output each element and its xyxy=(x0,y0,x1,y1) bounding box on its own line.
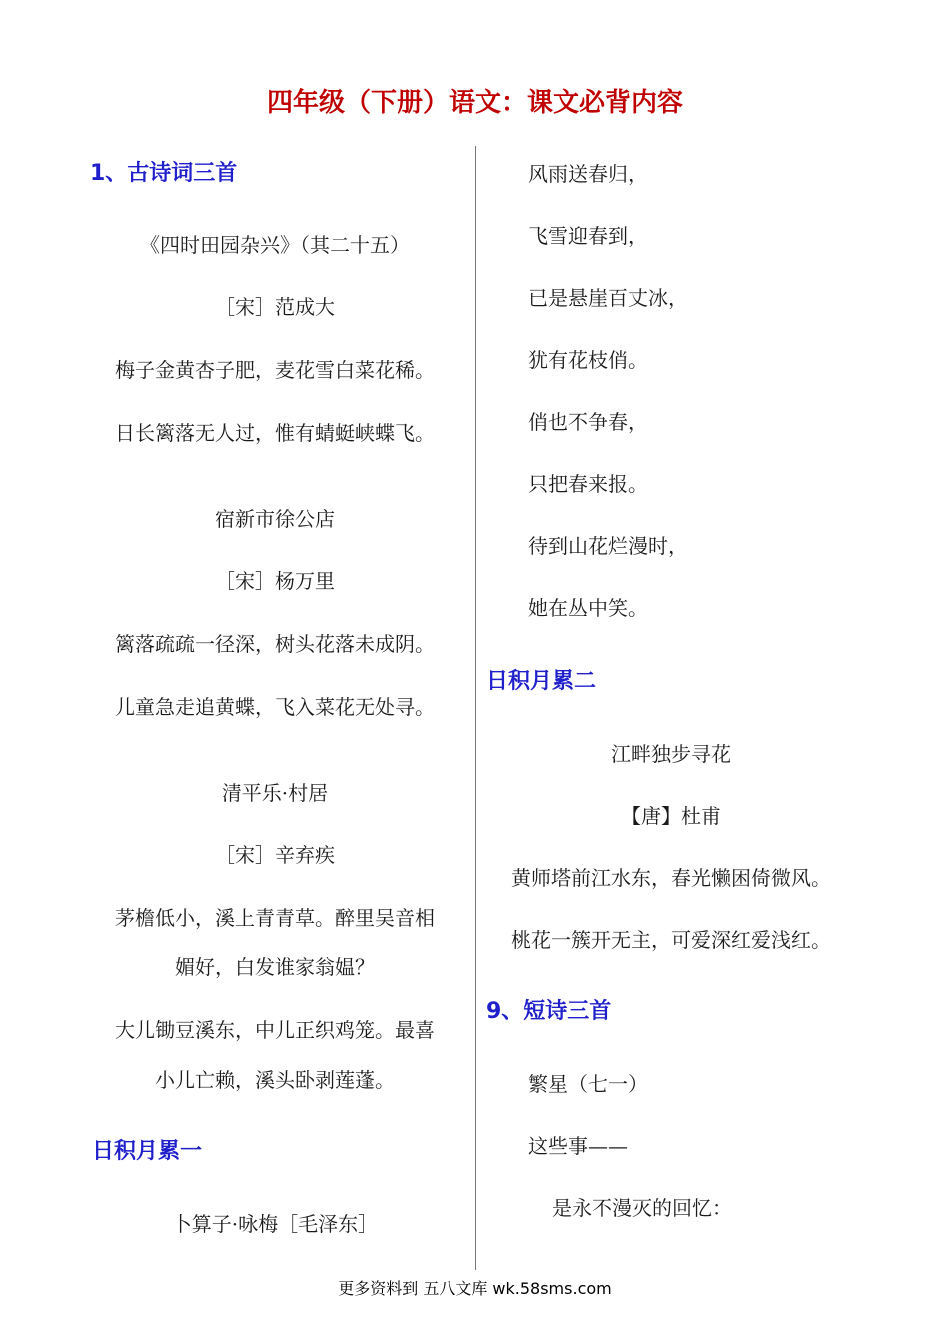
poem-line: 犹有花枝俏。 xyxy=(528,348,648,372)
poem-line: 桃花一簇开无主，可爱深红爱浅红。 xyxy=(511,928,831,952)
poem-line: 已是悬崖百丈冰， xyxy=(528,286,688,310)
poem-title: 繁星（七一） xyxy=(528,1072,648,1096)
poem-line: 儿童急走追黄蝶，飞入菜花无处寻。 xyxy=(115,695,435,719)
poem-line: 媚好，白发谁家翁媪？ xyxy=(175,955,375,979)
poem-line: 是永不漫灭的回忆： xyxy=(552,1196,732,1220)
section-heading-short-poems: 9、短诗三首 xyxy=(486,999,612,1024)
poem-line: 她在丛中笑。 xyxy=(528,596,648,620)
page-title: 四年级（下册）语文：课文必背内容 xyxy=(266,88,683,118)
poem-author: ［宋］杨万里 xyxy=(215,569,335,593)
poem-line: 日长篱落无人过，惟有蜻蜓峡蝶飞。 xyxy=(115,421,435,445)
poem-title: 清平乐·村居 xyxy=(221,781,329,805)
poem-line: 大儿锄豆溪东，中儿正织鸡笼。最喜 xyxy=(115,1018,435,1042)
poem-line: 这些事—— xyxy=(528,1134,628,1158)
poem-line: 小儿亡赖，溪头卧剥莲蓬。 xyxy=(155,1068,395,1092)
section-heading-daily-2: 日积月累二 xyxy=(486,669,597,694)
poem-line: 黄师塔前江水东，春光懒困倚微风。 xyxy=(511,866,831,890)
poem-title: 宿新市徐公店 xyxy=(215,507,335,531)
footer-link[interactable]: 更多资料到 五八文库 wk.58sms.com xyxy=(338,1279,612,1298)
poem-line: 待到山花烂漫时， xyxy=(528,534,688,558)
section-heading-daily-1: 日积月累一 xyxy=(92,1139,203,1164)
section-heading-ancient-poems: 1、古诗词三首 xyxy=(90,161,238,186)
poem-line: 篱落疏疏一径深，树头花落未成阴。 xyxy=(115,632,435,656)
poem-line: 只把春来报。 xyxy=(528,472,648,496)
poem-title: 《四时田园杂兴》（其二十五） xyxy=(140,233,410,257)
poem-author: 【唐】杜甫 xyxy=(621,804,721,828)
poem-line: 梅子金黄杏子肥，麦花雪白菜花稀。 xyxy=(115,358,435,382)
poem-title: 卜算子·咏梅［毛泽东］ xyxy=(171,1212,379,1236)
poem-title: 江畔独步寻花 xyxy=(611,742,731,766)
poem-author: ［宋］辛弃疾 xyxy=(215,843,335,867)
poem-line: 风雨送春归， xyxy=(528,162,648,186)
poem-line: 俏也不争春， xyxy=(528,410,648,434)
column-divider xyxy=(475,146,476,1270)
poem-line: 茅檐低小，溪上青青草。醉里吴音相 xyxy=(115,906,435,930)
poem-line: 飞雪迎春到， xyxy=(528,224,648,248)
poem-author: ［宋］范成大 xyxy=(215,295,335,319)
